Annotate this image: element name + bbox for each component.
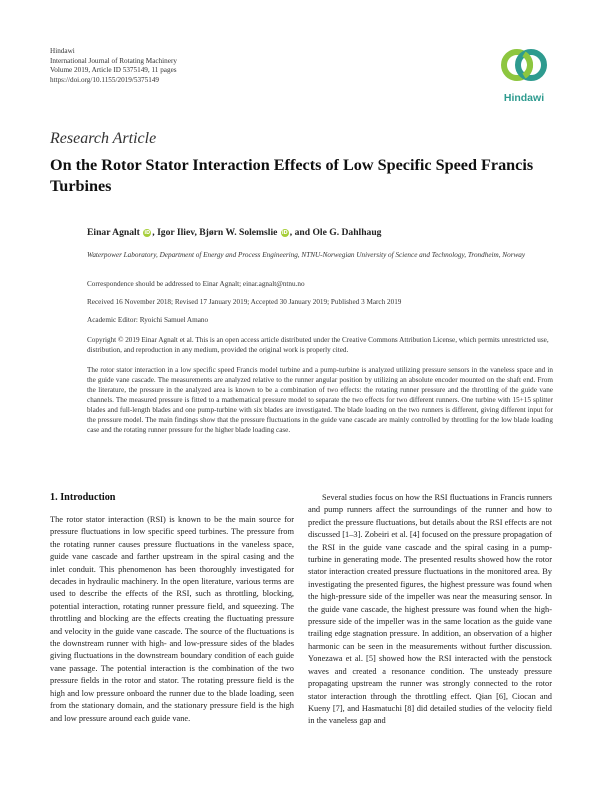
hindawi-logo-text: Hindawi [503,92,545,104]
body-column-right [308,492,552,728]
hindawi-logo-icon [494,42,554,92]
author-agnalt: Einar Agnalt [87,227,140,238]
copyright-notice: Copyright © 2019 Einar Agnalt et al. This is an open access article distributed under the Creative Commons Attribution License, which permits unrestricted use, distribution, and reproduction in any medium, provided the original work is properly cited. [87,336,549,354]
correspondence: Correspondence should be addressed to Einar Agnalt; einar.agnalt@ntnu.no [87,280,305,288]
body-column-left [50,514,294,725]
publisher-name: Hindawi [50,47,75,55]
body-paragraph: Several studies focus on how the RSI fluctuations in Francis runners and pump runners affect the surroundings of the runner and how to predict the pressure fluctuations, but details about the RSI effects are not discussed [1–3]. Zobeiri et al. [4] focused on the pressure propagation of the RSI in the guide vane cascade and the spiral casing in a pump-turbine in generating mode. The presented results showed how the rotor stator interaction created pressure fluctuations in the monitored area. By investigating the presented figures, the highest pressure was found when the high-pressure side of the impeller was near the measuring sensor. In the guide vane cascade, the highest pressure was found when the high-pressure side of the impeller was in the same location as the guide vane trailing edge stagnation pressure. In addition, an observation of a higher harmonic can be seen in the measurements without further discussion. Yonezawa et al. [5] showed how the RSI interacted with the penstock waves and created a resonance condition. The unsteady pressure propagating upstream the runner was strongly connected to the rotor stator interaction through the throttling effect. Qian [6], Ciocan and Kueny [7], and Hasmatuchi [8] did detailed studies of the velocity field in the vaneless gap and [308,493,552,726]
authors-middle: , Igor Iliev, Bjørn W. Solemslie [152,227,278,238]
author-list [87,227,381,238]
orcid-icon[interactable]: iD [144,230,151,236]
authors-last: , and Ole G. Dahlhaug [289,227,382,238]
hindawi-logo [494,42,554,112]
orcid-icon[interactable]: iD [281,230,288,236]
article-title: On the Rotor Stator Interaction Effects of Low Specific Speed Francis Turbines [50,156,534,195]
affiliation: Waterpower Laboratory, Department of Energy and Process Engineering, NTNU-Norwegian University of Science and Technology, Trondheim, Norway [87,251,526,259]
journal-metadata [50,47,177,85]
academic-editor: Academic Editor: Ryoichi Samuel Amano [87,316,209,324]
volume-line: Volume 2019, Article ID 5375149, 11 pages [50,66,177,75]
article-type: Research Article [50,130,157,147]
journal-name: International Journal of Rotating Machinery [50,56,177,65]
doi-link[interactable]: https://doi.org/10.1155/2019/5375149 [50,75,160,84]
publication-dates: Received 16 November 2018; Revised 17 January 2019; Accepted 30 January 2019; Published 3 March 2019 [87,298,402,306]
section-heading-introduction: 1. Introduction [50,492,116,503]
body-paragraph: The rotor stator interaction (RSI) is known to be the main source for pressure fluctuations in low specific speed turbines. The pressure from the rotating runner causes pressure fluctuations in the vaneless space, guide vane cascade and farther upstream in the spiral casing and the inlet conduit. This phenomenon has been thoroughly investigated for decades in hydraulic machinery. In the open literature, various terms are used to describe the effects of the RSI, such as throttling, blocking, potential interaction, rotating runner pressure field, and squeezing. The throttling and blocking are the effects creating the fluctuating pressure and velocity in the guide vane cascade. The source of the fluctuations is the downstream runner with high- and low-pressure sides of the blades giving fluctuations in the downstream boundary condition of each guide vane passage. The potential interaction is the combination of the two pressure fields in the rotor and stator. The rotating pressure field is the high and low pressure onboard the runner due to the blade loading, seen from the stationary domain, and the stationary pressure field is the high and low pressure around each guide vane. [50,515,294,723]
abstract: The rotor stator interaction in a low specific speed Francis model turbine and a pump-turbine is analyzed utilizing pressure sensors in the vaneless space and in the guide vane cascade. The measurements are analyzed relative to the runner angular position by utilizing an absolute encoder mounted on the shaft end. From the literature, the pressure in the analyzed area is known to be a combination of two effects: the rotating runner pressure and the throttling of the guide vane channels. The measured pressure is fitted to a mathematical pressure model to separate the two effects for two different runners. One turbine with 15+15 splitter blades and full-length blades and one pump-turbine with six blades are investigated. The blade loading on the two runners is different, giving different input for the pressure model. The main findings show that the pressure fluctuations in the guide vane cascade are mainly controlled by throttling for the low blade loading case and the rotating runner pressure for the higher blade loading case. [87,366,553,434]
